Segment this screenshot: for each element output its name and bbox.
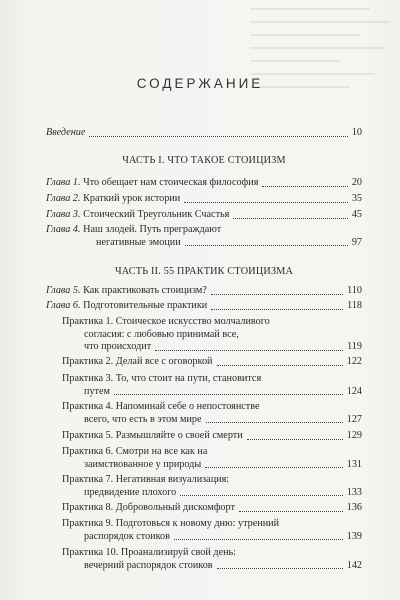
page-number: 127 <box>346 413 362 425</box>
dot-leader <box>262 185 347 187</box>
dot-leader <box>217 364 343 366</box>
practice-title-line: Практика 4. Напоминай себе о непостоянстве <box>62 401 260 412</box>
dot-leader <box>211 293 343 295</box>
page-number: 139 <box>346 530 362 542</box>
dot-leader <box>233 217 347 219</box>
page-number: 45 <box>351 209 362 220</box>
dot-leader <box>89 135 347 137</box>
practice-title-line: распорядок стоиков <box>84 530 170 542</box>
toc-entry-practice-8[interactable] <box>62 502 362 515</box>
toc-entry-chapter-1[interactable] <box>46 177 362 190</box>
practice-title-line: Практика 6. Смотри на все как на <box>62 446 208 457</box>
practice-title-line: Практика 7. Негативная визуализация: <box>62 474 230 485</box>
dot-leader <box>185 244 348 246</box>
part-heading-2: ЧАСТЬ II. 55 ПРАКТИК СТОИЦИЗМА <box>114 266 294 277</box>
chapter-prefix: Глава 6. <box>46 300 81 311</box>
practice-title-line: Практика 8. Добровольный дискомфорт <box>62 502 235 513</box>
page-number: 119 <box>347 341 362 352</box>
toc-entry-chapter-2[interactable] <box>46 193 362 206</box>
practice-title-line: путем <box>84 385 110 397</box>
chapter-title: Как практиковать стоицизм? <box>83 285 207 296</box>
dot-leader <box>180 494 342 496</box>
page-number: 122 <box>346 356 362 367</box>
dot-leader <box>239 510 343 512</box>
page-number: 35 <box>351 193 362 204</box>
toc-entry-chapter-3[interactable] <box>46 209 362 222</box>
page-title: СОДЕРЖАНИЕ <box>136 76 264 91</box>
dot-leader <box>206 421 343 423</box>
toc-entry-practice-1[interactable] <box>62 316 362 354</box>
dot-leader <box>247 438 343 440</box>
chapter-title: Подготовительные практики <box>83 300 208 311</box>
chapter-title: Что обещает нам стоическая философия <box>83 177 259 188</box>
dot-leader <box>211 308 343 310</box>
toc-entry-practice-6[interactable] <box>62 446 362 471</box>
entry-label: Введение <box>46 127 86 138</box>
practice-title-line: Практика 3. То, что стоит на пути, становится <box>62 373 262 384</box>
page-number: 142 <box>346 559 362 571</box>
toc-entry-practice-5[interactable] <box>62 430 362 443</box>
practice-title-line: всего, что есть в этом мире <box>84 413 202 425</box>
page-number: 10 <box>351 127 362 138</box>
dot-leader <box>155 349 343 351</box>
toc-entry-practice-2[interactable] <box>62 356 362 369</box>
practice-title-line: согласия: с любовью принимай все, <box>84 328 239 340</box>
chapter-prefix: Глава 3. <box>46 209 81 220</box>
toc-entry-practice-9[interactable] <box>62 518 362 543</box>
toc-entry-practice-7[interactable] <box>62 474 362 499</box>
chapter-prefix: Глава 2. <box>46 193 81 204</box>
chapter-title-continued: негативные эмоции <box>96 236 181 248</box>
toc-entry-chapter-5[interactable] <box>46 285 362 298</box>
page-number: 124 <box>346 385 362 397</box>
page-number: 136 <box>346 502 362 513</box>
practice-title-line: Практика 9. Подготовься к новому дню: утренний <box>62 518 280 529</box>
page-number: 20 <box>351 177 362 188</box>
page-number: 110 <box>347 285 362 296</box>
toc-entry-chapter-6[interactable] <box>46 300 362 313</box>
chapter-prefix: Глава 5. <box>46 285 81 296</box>
dot-leader <box>114 393 343 395</box>
toc-entry-intro[interactable] <box>46 127 362 140</box>
page-number: 129 <box>346 430 362 441</box>
practice-title-line: Практика 10. Проанализируй свой день: <box>62 547 237 558</box>
dot-leader <box>205 466 343 468</box>
chapter-title: Краткий урок истории <box>83 193 181 204</box>
page-number: 131 <box>346 458 362 470</box>
chapter-title: Стоический Треугольник Счастья <box>83 209 230 220</box>
practice-title-line: заимствованное у природы <box>84 458 202 470</box>
toc-entry-practice-10[interactable] <box>62 547 362 572</box>
practice-title-line: Практика 2. Делай все с оговоркой <box>62 356 213 367</box>
chapter-prefix: Глава 4. <box>46 224 81 235</box>
page-number: 118 <box>347 300 362 311</box>
page-number: 133 <box>346 486 362 498</box>
page-number: 97 <box>351 236 362 248</box>
practice-title-line: вечерний распорядок стоиков <box>84 559 213 571</box>
dot-leader <box>184 201 348 203</box>
toc-entry-practice-3[interactable] <box>62 373 362 398</box>
practice-title-line: Практика 5. Размышляйте о своей смерти <box>62 430 243 441</box>
practice-title-line: предвидение плохого <box>84 486 177 498</box>
toc-entry-chapter-4[interactable] <box>46 224 362 249</box>
chapter-prefix: Глава 1. <box>46 177 81 188</box>
practice-title-line: Практика 1. Стоическое искусство молчаливого <box>62 316 270 327</box>
practice-title-line: что происходит <box>84 341 152 352</box>
dot-leader <box>217 567 343 569</box>
dot-leader <box>174 538 343 540</box>
part-heading-1: ЧАСТЬ I. ЧТО ТАКОЕ СТОИЦИЗМ <box>122 155 286 166</box>
toc-entry-practice-4[interactable] <box>62 401 362 426</box>
chapter-title: Наш злодей. Путь преграждают <box>83 224 222 235</box>
